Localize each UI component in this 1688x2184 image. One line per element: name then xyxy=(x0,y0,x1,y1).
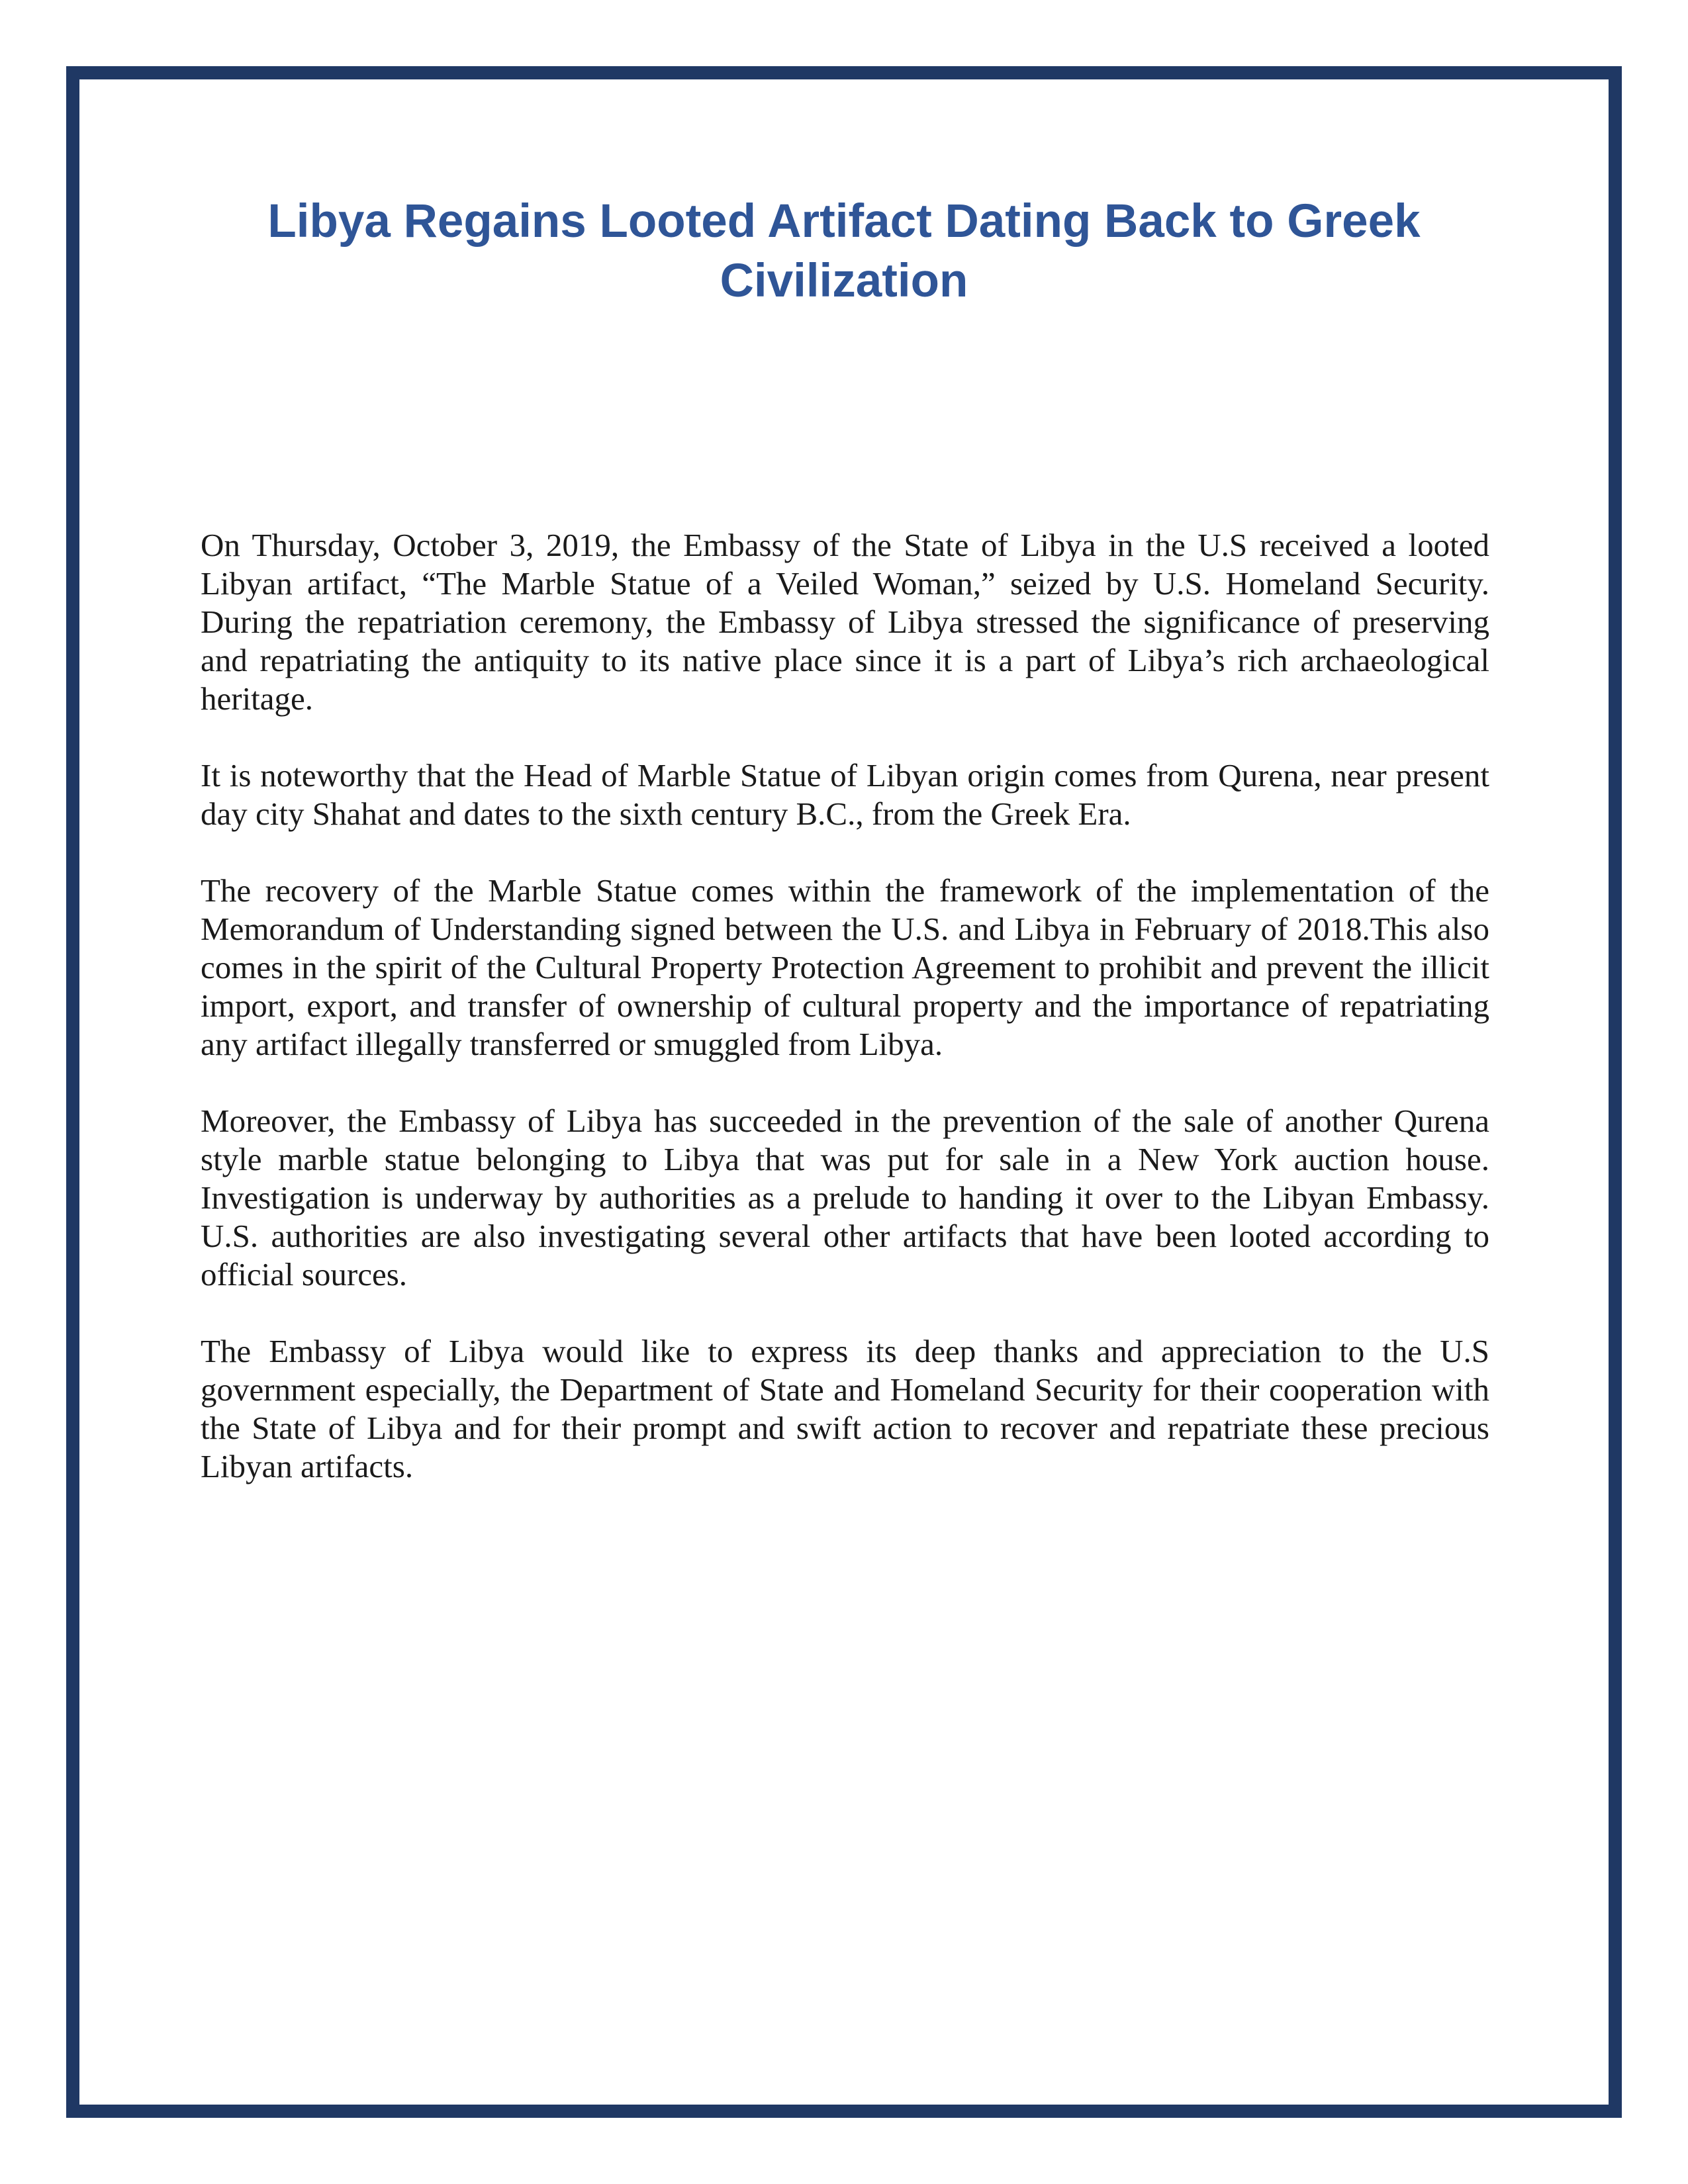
paragraph-3: The recovery of the Marble Statue comes within the framework of the implementation of the Memorandum of Understanding signed between the U.S. and Libya in February of 2018.This also comes in the spirit of the Cultural Property Protection Agreement to prohibit and prevent the illicit import, export, and transfer of ownership of cultural property and the importance of repatriating any artifact illegally transferred or smuggled from Libya. xyxy=(201,872,1489,1062)
document-title: Libya Regains Looted Artifact Dating Back to Greek Civilization xyxy=(267,195,1421,307)
document-body xyxy=(201,526,1489,1524)
paragraph-4: Moreover, the Embassy of Libya has succeeded in the prevention of the sale of another Qurena style marble statue belonging to Libya that was put for sale in a New York auction house. Investigation is underway by authorities as a prelude to handing it over to the Libyan Embassy. U.S. authorities are also investigating several other artifacts that have been looted according to official sources. xyxy=(201,1103,1489,1293)
paragraph-2: It is noteworthy that the Head of Marble Statue of Libyan origin comes from Qurena, near present day city Shahat and dates to the sixth century B.C., from the Greek Era. xyxy=(201,757,1489,832)
paragraph-1: On Thursday, October 3, 2019, the Embassy of the State of Libya in the U.S received a looted Libyan artifact, “The Marble Statue of a Veiled Woman,” seized by U.S. Homeland Security. During the repatriation ceremony, the Embassy of Libya stressed the significance of preserving and repatriating the antiquity to its native place since it is a part of Libya’s rich archaeological heritage. xyxy=(201,527,1489,717)
paragraph-5: The Embassy of Libya would like to express its deep thanks and appreciation to the U.S government especially, the Department of State and Homeland Security for their cooperation with the State of Libya and for their prompt and swift action to recover and repatriate these precious Libyan artifacts. xyxy=(201,1333,1489,1484)
